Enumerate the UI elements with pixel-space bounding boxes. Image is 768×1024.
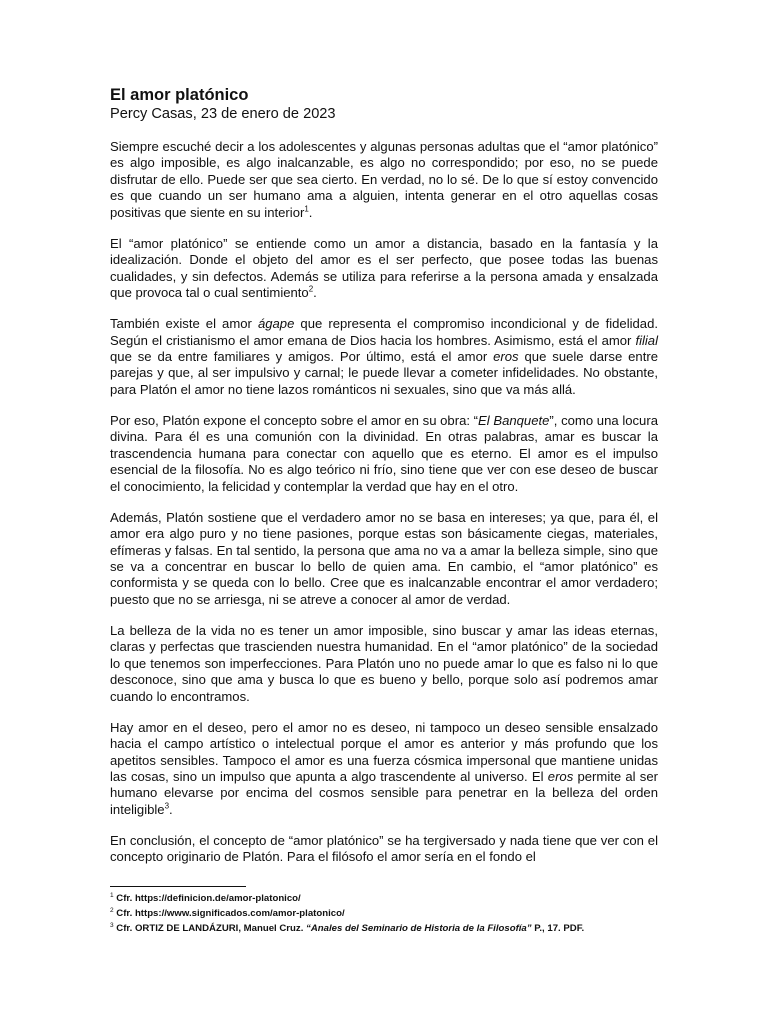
footnote-marker: 3 [164,801,170,811]
text-run: ”, como una locura divina. Para él es una comunión con la divinidad. En otras palabras, amar es buscar la trascendencia humana para conectar con aquello que es eterno. El amor es el impulso esencial de la filosofía. No es algo teórico ni frío, sino tiene que ver con ese deseo de buscar el conocimiento, la felicidad y contemplar la verdad que hay en el otro. [110,412,658,494]
text-run: Por eso, Platón expone el concepto sobre el amor en su obra: “ [110,412,479,428]
text-run: . [169,801,173,817]
footnote [110,921,658,936]
text-run: . [313,285,317,301]
text-run: que representa el compromiso incondicional y de fidelidad. Según el cristianismo el amor emana de Dios hacia los hombres. Asimismo, está el amor [110,316,658,348]
paragraph [110,139,658,221]
document-title: El amor platónico [110,86,249,104]
paragraph [110,316,658,398]
footnote-marker: 1 [110,891,114,899]
paragraph [110,623,658,705]
italic-term: “Anales del Seminario de Historia de la Filosofía” [306,923,532,934]
italic-term: eros [493,348,519,364]
paragraph [110,510,658,609]
text-run: P., 17. PDF. [531,923,585,934]
italic-term: eros [547,768,574,784]
text-run: Hay amor en el deseo, pero el amor no es deseo, ni tampoco un deseo sensible ensalzado hacia el campo artístico o intelectual porque el amor es anterior y más profundo que los apetitos sensibles. Tampoco el amor es una fuerza cósmica impersonal que mantiene unidas las cosas, sino un impulso que apunta a algo trascendente al universo. El [110,719,658,784]
text-run: que suele darse entre parejas y que, al ser impulsivo y carnal; le puede llevar a cometer infidelidades. No obstante, para Platón el amor no tiene lazos románticos ni sexuales, sino que va más allá. [110,348,658,397]
text-run: Además, Platón sostiene que el verdadero amor no se basa en intereses; ya que, para él, el amor era algo puro y no tiene pasiones, porque estas son básicamente ciegas, materiales, efímeras y falsas. En tal sentido, la persona que ama no va a amar la belleza simple, sino que se va a concentrar en buscar lo bello de quien ama. En cambio, el “amor platónico” es conformista y se queda con lo bello. Cree que es inalcanzable encontrar el amor verdadero; puesto que no se arriesga, ni se atreve a conocer al amor de verdad. [110,509,658,607]
paragraph-conclusion [110,833,658,866]
footnote-marker: 2 [110,906,114,914]
italic-term: filial [635,332,658,348]
italic-term: ágape [257,316,295,332]
paragraph [110,720,658,819]
italic-term: El Banquete [478,412,550,428]
author-date-line: Percy Casas, 23 de enero de 2023 [110,106,336,122]
document-body [110,86,658,880]
text-run: También existe el amor [110,316,258,332]
footnote [110,906,658,921]
text-run: permite al ser humano elevarse por encima del cosmos sensible para penetrar en la belleza del orden inteligible [110,768,658,817]
text-run: En conclusión, el concepto de “amor platónico” se ha tergiversado y nada tiene que ver con el concepto originario de Platón. Para el filósofo el amor sería en el fondo el [110,832,658,865]
text-run: La belleza de la vida no es tener un amor imposible, sino buscar y amar las ideas eternas, claras y perfectas que trascienden nuestra humanidad. En el “amor platónico” de la sociedad lo que tenemos son imperfecciones. Para Platón uno no puede amar lo que es falso ni lo que desconoce, sino que ama y busca lo que es bueno y bello, porque solo así podremos amar cuando lo encontramos. [110,622,658,704]
footnotes [110,886,658,936]
text-run: Siempre escuché decir a los adolescentes y algunas personas adultas que el “amor platónico” es algo imposible, es algo inalcanzable, es algo no correspondido; por eso, no se puede disfrutar de ello. Puede ser que sea cierto. En verdad, no lo sé. De lo que sí estoy convencido es que cuando un ser humano ama a alguien, intenta generar en el otro aquellas cosas positivas que siente en su interior [110,139,658,220]
text-run: que se da entre familiares y amigos. Por último, está el amor [110,348,494,364]
paragraph [110,413,658,495]
text-run: El “amor platónico” se entiende como un amor a distancia, basado en la fantasía y la idealización. Donde el objeto del amor es el ser perfecto, que posee todas las buenas cualidades, y sin defectos. Además se utiliza para referirse a la persona amada y ensalzada que provoca tal o cual sentimiento [110,235,658,301]
footnote-marker: 3 [110,921,114,929]
text-run: . [308,204,313,220]
text-run: Cfr. https://definicion.de/amor-platonico/ [113,893,301,904]
footnote-separator [110,886,246,887]
footnote [110,891,658,906]
footnote-marker: 1 [304,204,309,214]
footnote-marker: 2 [308,284,314,294]
text-run: Cfr. https://www.significados.com/amor-platonico/ [113,908,345,919]
text-run: Cfr. ORTIZ DE LANDÁZURI, Manuel Cruz. [113,923,307,934]
paragraph [110,236,658,302]
